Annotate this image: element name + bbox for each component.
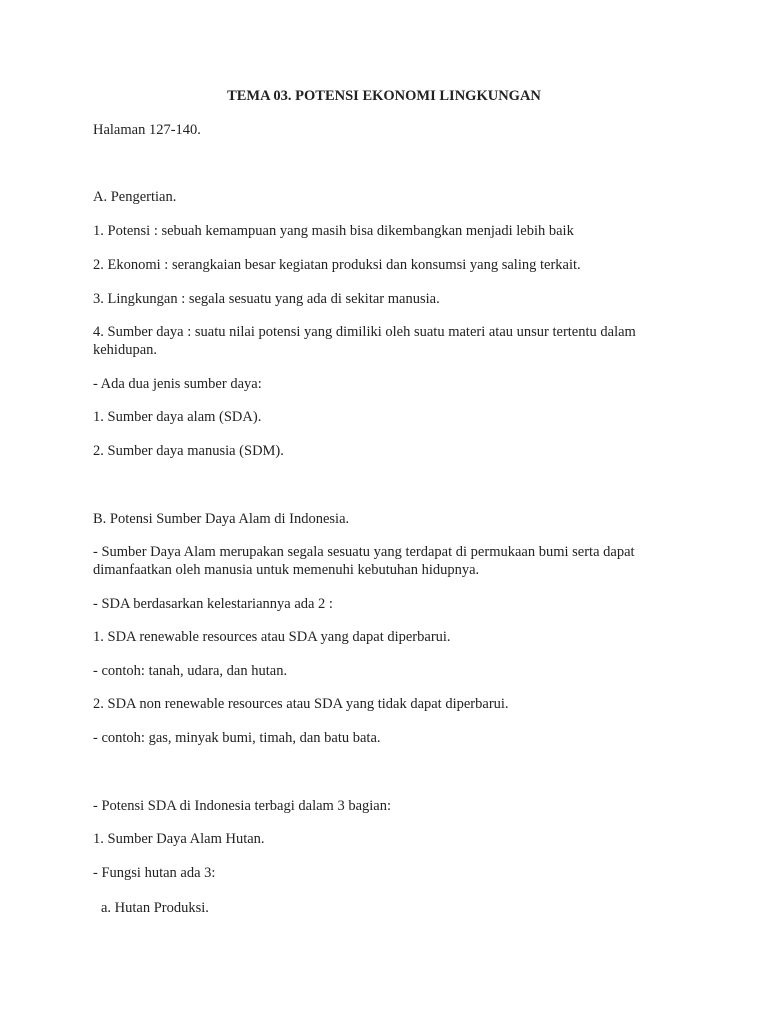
paragraph: 2. SDA non renewable resources atau SDA yang tidak dapat diperbarui. (93, 696, 509, 712)
paragraph: - contoh: gas, minyak bumi, timah, dan batu bata. (93, 730, 381, 746)
paragraph: - Ada dua jenis sumber daya: (93, 376, 262, 392)
section-b-heading: B. Potensi Sumber Daya Alam di Indonesia. (93, 511, 350, 527)
paragraph: 4. Sumber daya : suatu nilai potensi yang dimiliki oleh suatu materi atau unsur tertentu dalam (93, 324, 636, 340)
paragraph: kehidupan. (93, 342, 158, 358)
section-a-heading: A. Pengertian. (93, 189, 177, 205)
paragraph: a. Hutan Produksi. (101, 900, 209, 916)
paragraph: 1. Sumber daya alam (SDA). (93, 409, 262, 425)
document-title: TEMA 03. POTENSI EKONOMI LINGKUNGAN (227, 88, 541, 104)
paragraph: 1. SDA renewable resources atau SDA yang dapat diperbarui. (93, 629, 451, 645)
paragraph: 1. Potensi : sebuah kemampuan yang masih bisa dikembangkan menjadi lebih baik (93, 223, 574, 239)
paragraph: dimanfaatkan oleh manusia untuk memenuhi kebutuhan hidupnya. (93, 562, 480, 578)
paragraph: - Potensi SDA di Indonesia terbagi dalam 3 bagian: (93, 798, 392, 814)
paragraph: 1. Sumber Daya Alam Hutan. (93, 831, 265, 847)
paragraph: 2. Ekonomi : serangkaian besar kegiatan produksi dan konsumsi yang saling terkait. (93, 257, 581, 273)
paragraph: 2. Sumber daya manusia (SDM). (93, 443, 284, 459)
page-reference: Halaman 127-140. (93, 122, 201, 138)
paragraph: - Fungsi hutan ada 3: (93, 865, 216, 881)
paragraph: - Sumber Daya Alam merupakan segala sesuatu yang terdapat di permukaan bumi serta dapat (93, 544, 635, 560)
paragraph: - contoh: tanah, udara, dan hutan. (93, 663, 288, 679)
paragraph: - SDA berdasarkan kelestariannya ada 2 : (93, 596, 333, 612)
paragraph: 3. Lingkungan : segala sesuatu yang ada di sekitar manusia. (93, 291, 440, 307)
